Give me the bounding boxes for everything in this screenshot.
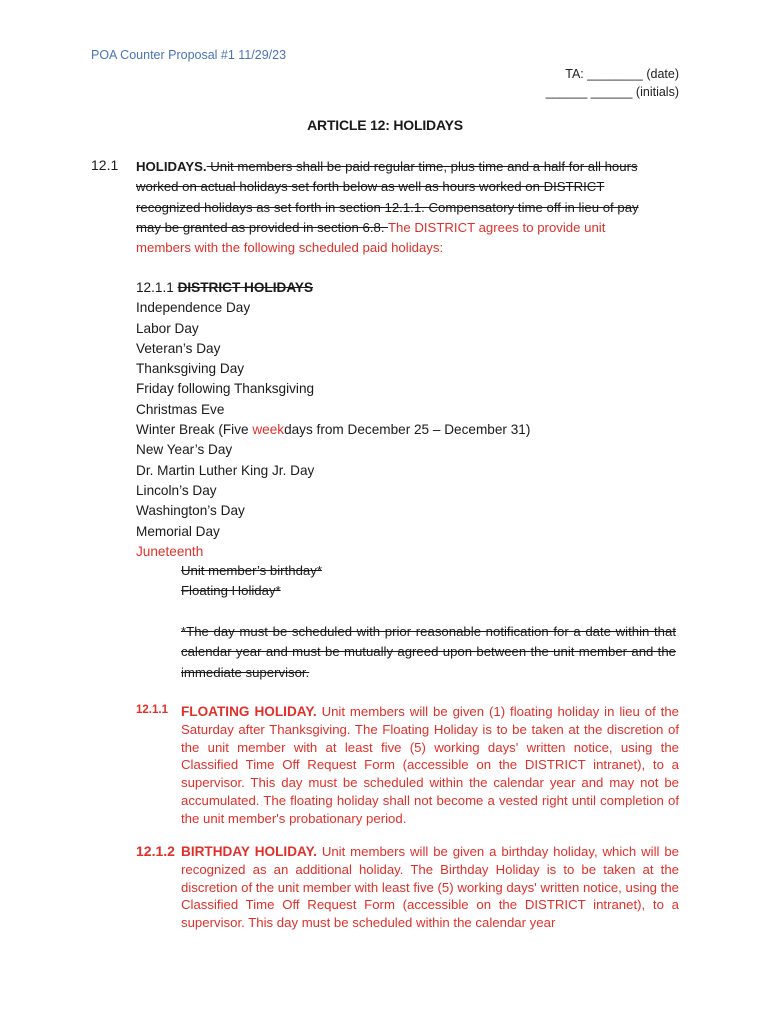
list-item: New Year’s Day [136,442,233,458]
birthday-heading: BIRTHDAY HOLIDAY. [181,844,317,859]
winter-added: week [252,422,285,438]
ta-signoff [546,65,679,101]
struck-text: Unit members shall be paid regular time, plus time and a half for all hours worked on actual holidays set forth below as well as hours worked on DISTRICT recognized holidays as set forth in section 12.1.1. Compensatory time off in lieu of pay may be granted as provided in section 6.8. [136,159,639,235]
struck-holiday-list [181,561,322,602]
district-holidays-list [136,278,530,562]
struck-note: *The day must be scheduled with prior reasonable notification for a date within that calendar year and must be mutually agreed upon between the unit member and the immediate supervisor. [181,624,676,680]
floating-text: Unit members will be given (1) floating holiday in lieu of the Saturday after Thanksgiving. The Floating Holiday is to be taken at the discretion of the unit member with at least five (5) working days' written notice, using the Classified Time Off Request Form (accessible on the DISTRICT intranet), to a supervisor. This day must be scheduled within the calendar year and may not be accumulated. The floating holiday shall not become a vested right until completion of the unit member's probationary period. [181,704,679,826]
birthday-number: 12.1.2 [136,843,175,859]
added-text: The DISTRICT agrees to provide unit members with the following scheduled paid holidays: [136,219,606,256]
winter-prefix: Winter Break (Five [136,422,253,438]
ta-initials-line: ______ ______ (initials) [545,85,679,99]
list-item: Unit member’s birthday* [181,563,322,578]
floating-holiday-paragraph [181,703,679,828]
list-item: Labor Day [136,320,199,336]
floating-heading: FLOATING HOLIDAY. [181,704,317,719]
birthday-holiday-paragraph [181,843,679,932]
list-item: Washington’s Day [136,503,245,519]
list-item: Friday following Thanksgiving [136,381,315,397]
list-item: Dr. Martin Luther King Jr. Day [136,462,315,478]
list-item: Floating Holiday* [181,583,281,599]
list-item: Christmas Eve [136,401,225,417]
list-item: Veteran’s Day [136,340,221,356]
district-holidays-heading-line [136,278,530,298]
section-heading: HOLIDAYS. [136,159,207,174]
list-item: Lincoln’s Day [136,482,217,498]
birthday-text: Unit members will be given a birthday holiday, which will be recognized as an additional holiday. The Birthday Holiday is to be taken at the discretion of the unit member with least five (5) working days' written notice, using the Classified Time Off Request Form (accessible on the DISTRICT intranet), to a supervisor. This day must be scheduled within the calendar year [181,844,680,931]
proposal-header: POA Counter Proposal #1 11/29/23 [91,48,287,62]
district-holidays-heading: DISTRICT HOLIDAYS [177,280,314,295]
list-item-juneteenth: Juneteenth [136,543,204,559]
list-item: Thanksgiving Day [136,361,245,377]
list-item: Memorial Day [136,523,220,539]
district-holidays-number: 12.1.1 [136,280,178,295]
list-item: Independence Day [136,300,251,316]
section-number: 12.1 [91,157,119,173]
list-item-winter-break [136,420,530,440]
floating-number: 12.1.1 [136,704,168,716]
winter-suffix: days from December 25 – December 31) [284,422,531,438]
section-paragraph [136,157,656,258]
ta-date-line: TA: ________ (date) [565,67,679,81]
article-title: ARTICLE 12: HOLIDAYS [307,117,463,133]
